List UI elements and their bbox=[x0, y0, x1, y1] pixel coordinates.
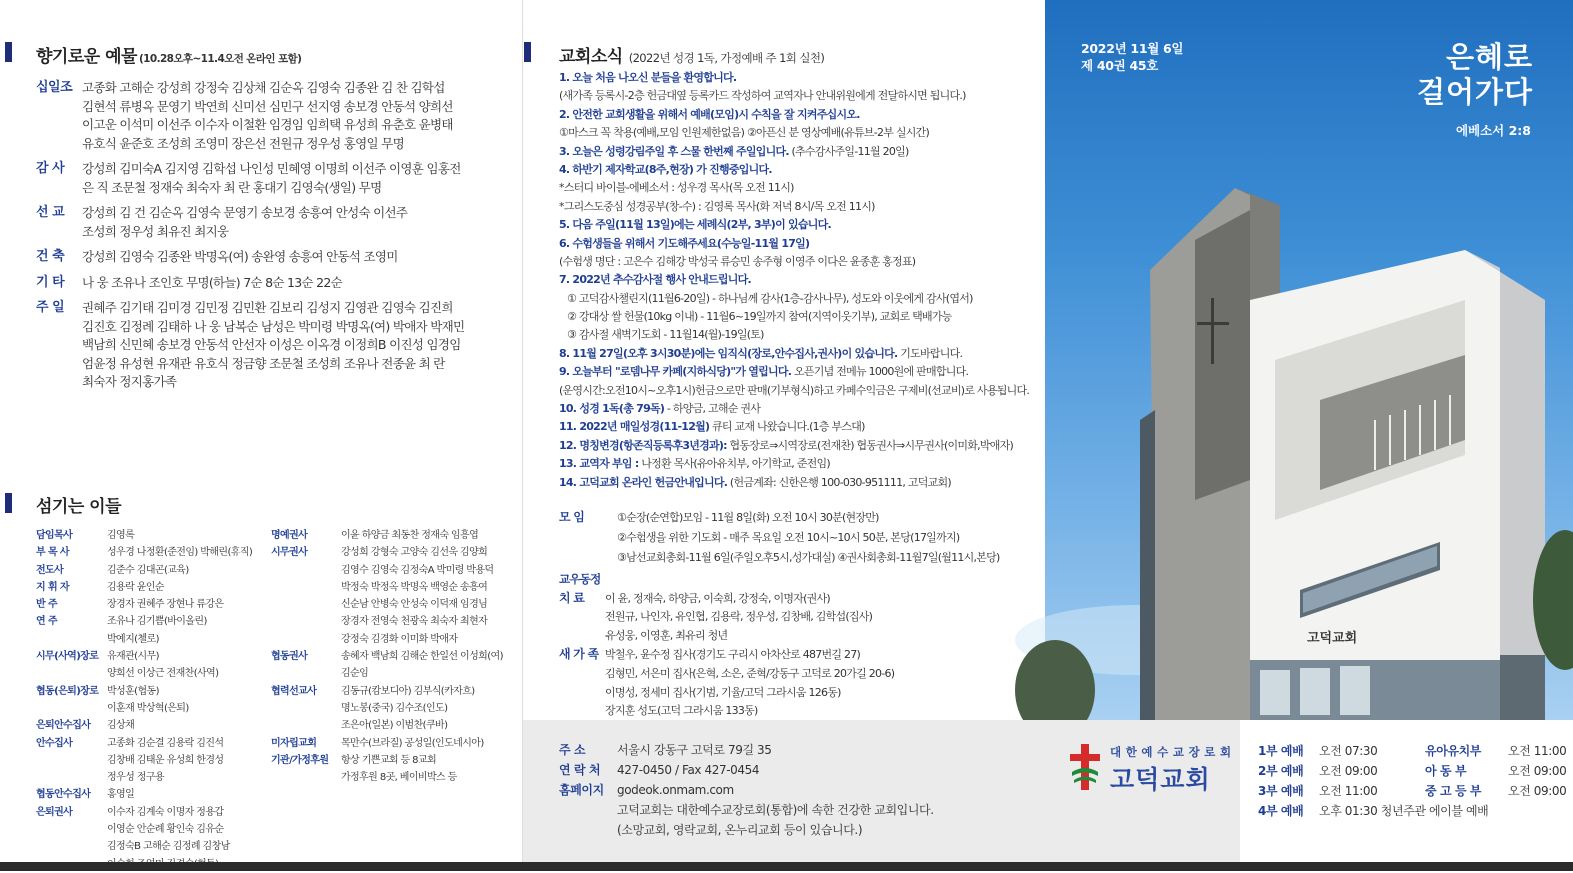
cover-panel bbox=[1045, 0, 1573, 720]
meeting-item: ③남선교회총회-11월 6일(주일오후5시,성가대실) ④권사회총회-11월7일(월11시,본당) bbox=[617, 551, 1000, 564]
worship-schedule bbox=[1258, 741, 1566, 821]
servant-names: 김정숙B 고해순 김정례 김창남 bbox=[107, 841, 230, 853]
newcomer-label: 새 가 족 bbox=[559, 647, 599, 662]
cover-date: 2022년 11월 6일 bbox=[1081, 41, 1184, 56]
news-item bbox=[559, 124, 1049, 142]
servant-names: 김용락 윤인순 bbox=[107, 581, 164, 593]
news-headline: 14. 고덕교회 온라인 헌금안내입니다. bbox=[559, 475, 728, 489]
news-item bbox=[559, 271, 1049, 289]
servant-role: 부 목 사 bbox=[36, 547, 69, 559]
news-item bbox=[559, 308, 1049, 326]
news-detail: ①마스크 꼭 착용(예배,모임 인원제한없음) ②아픈신 분 영상예배(유튜브-2부 실시간) bbox=[559, 126, 929, 140]
page-bottom-edge bbox=[0, 862, 1573, 871]
servant-role bbox=[36, 631, 107, 648]
news-detail: (추수감사주일-11월 20일) bbox=[788, 144, 909, 158]
servant-names: 김순임 bbox=[341, 668, 369, 680]
servant-role bbox=[36, 838, 107, 855]
worship-label: 4부 예배 bbox=[1258, 804, 1304, 818]
news-item bbox=[559, 235, 1049, 253]
servant-names: 신순남 안병숙 안성숙 이덕재 임경님 bbox=[341, 599, 488, 611]
meetings-label: 모 임 bbox=[559, 510, 585, 524]
news-detail: 나정환 목사(유아유치부, 아기학교, 준전임) bbox=[638, 457, 830, 471]
servant-role: 안수집사 bbox=[36, 737, 73, 749]
servant-row bbox=[271, 631, 519, 648]
offering-row bbox=[36, 248, 516, 267]
church-name-logo: 고덕교회 bbox=[1110, 765, 1211, 794]
servant-row bbox=[36, 631, 268, 648]
phone-row bbox=[559, 760, 934, 780]
section-marker bbox=[5, 493, 12, 513]
news-subtitle: (2022년 성경 1독, 가정예배 주 1회 실천) bbox=[628, 51, 825, 65]
servant-role bbox=[271, 613, 341, 630]
church-sign-text: 고덕교회 bbox=[1307, 631, 1358, 646]
servant-role: 협동안수집사 bbox=[36, 789, 91, 801]
worship-label: 아 동 부 bbox=[1425, 764, 1467, 778]
worship-time: 오전 09:00 bbox=[1508, 764, 1567, 778]
news-item bbox=[559, 455, 1049, 473]
servant-names: 고종화 김순결 김용락 김진석 bbox=[107, 737, 224, 749]
cover-date-block bbox=[1081, 40, 1183, 74]
news-headline: 12. 명칭변경(항존직등록후3년경과): bbox=[559, 438, 727, 452]
servant-row bbox=[36, 665, 268, 682]
offerings-heading bbox=[36, 42, 301, 67]
news-item bbox=[559, 69, 1049, 87]
servant-names: 김영수 김영숙 김정숙A 박미령 박용덕 bbox=[341, 564, 494, 576]
offering-names: 강성희 김미숙A 김지영 김학섭 나인성 민혜영 이명희 이선주 이영훈 임홍전 은 직 조문철 정재숙 최숙자 최 란 홍대기 김영숙(생일) 무명 bbox=[82, 161, 461, 195]
servant-names: 홍영일 bbox=[107, 789, 135, 801]
cover-volume: 제 40권 45호 bbox=[1081, 58, 1159, 73]
news-headline: 9. 오늘부터 "로뎀나무 카페(지하식당)"가 열립니다. bbox=[559, 365, 792, 379]
member-line bbox=[559, 684, 894, 703]
servant-row bbox=[36, 700, 268, 717]
phone-label: 연 락 처 bbox=[559, 763, 601, 777]
cover-title bbox=[1417, 40, 1533, 110]
offering-category: 주 일 bbox=[36, 300, 65, 315]
news-detail: (새가족 등록시-2층 헌금대옆 등록카드 작성하여 교역자나 안내위원에게 전달하시면 됩니다.) bbox=[559, 89, 966, 103]
servant-row bbox=[271, 769, 519, 786]
servant-row bbox=[271, 683, 519, 700]
news-item bbox=[559, 143, 1049, 161]
servant-role bbox=[36, 769, 107, 786]
contact-block bbox=[559, 740, 934, 840]
cover-title-line-1: 은혜로 bbox=[1445, 40, 1533, 74]
servant-names: 유재관(시무) bbox=[107, 651, 159, 663]
servant-names: 양희선 이상근 전재찬(사역) bbox=[107, 668, 219, 680]
servant-role: 은퇴권사 bbox=[36, 806, 73, 818]
servant-row bbox=[36, 804, 268, 821]
servant-row bbox=[36, 735, 268, 752]
servant-names: 정우성 정구용 bbox=[107, 772, 164, 784]
church-note: 고덕교회는 대한예수교장로회(통합)에 속한 건강한 교회입니다. bbox=[617, 803, 934, 817]
servant-role bbox=[271, 717, 341, 734]
member-line bbox=[559, 665, 894, 684]
servant-role bbox=[271, 596, 341, 613]
news-headline: 8. 11월 27일(오후 3시30분)에는 임직식(장로,안수집사,권사)이 있습니다. bbox=[559, 346, 898, 360]
news-item bbox=[559, 400, 1049, 418]
servant-role bbox=[271, 665, 341, 682]
cover-verse: 에베소서 2:8 bbox=[1455, 123, 1531, 138]
news-heading bbox=[559, 42, 824, 67]
servant-row bbox=[36, 821, 268, 838]
news-detail: (헌금계좌: 신한은행 100-030-951111, 고덕교회) bbox=[727, 475, 951, 489]
servant-row bbox=[36, 752, 268, 769]
worship-time: 오전 09:00 bbox=[1508, 784, 1567, 798]
offering-names: 강성희 김 건 김순옥 김영숙 문영기 송보경 송흥여 안성숙 이선주 조성희 정우성 최유진 최지웅 bbox=[82, 205, 408, 239]
news-title: 교회소식 bbox=[559, 47, 623, 67]
worship-label: 유아유치부 bbox=[1425, 744, 1481, 758]
servant-row bbox=[271, 596, 519, 613]
church-logo bbox=[1068, 742, 1232, 794]
servant-role: 반 주 bbox=[36, 599, 58, 611]
section-marker bbox=[5, 42, 12, 62]
news-detail: ① 고덕감사챌린지(11월6-20일) - 하나님께 감사(1층-감사나무), 성도와 이웃에게 감사(엽서) bbox=[567, 291, 973, 305]
member-line bbox=[559, 702, 894, 721]
servant-names: 조은아(일본) 이범찬(쿠바) bbox=[341, 720, 448, 732]
web-row bbox=[559, 780, 934, 800]
servants-heading bbox=[36, 492, 121, 517]
news-item bbox=[559, 437, 1049, 455]
news-headline: 10. 성경 1독(총 79독) bbox=[559, 402, 665, 416]
news-headline: 6. 수험생들을 위해서 기도해주세요(수능일-11월 17일) bbox=[559, 236, 810, 250]
news-detail: 큐티 교재 나왔습니다.(1층 부스대) bbox=[709, 420, 865, 434]
servants-title: 섬기는 이들 bbox=[36, 497, 122, 517]
news-item bbox=[559, 382, 1049, 400]
news-item bbox=[559, 290, 1049, 308]
servant-row bbox=[36, 717, 268, 734]
offering-names: 강성희 김영숙 김종완 박명옥(여) 송완영 송흥여 안동석 조영미 bbox=[82, 249, 398, 264]
news-list bbox=[559, 69, 1049, 492]
news-detail: - 하양금, 고해순 권사 bbox=[664, 402, 761, 416]
servant-row bbox=[271, 665, 519, 682]
servant-names: 강정숙 김경화 이미화 박애자 bbox=[341, 633, 458, 645]
servant-row bbox=[271, 613, 519, 630]
address-label: 주 소 bbox=[559, 743, 586, 757]
news-headline: 3. 오늘은 성령강림주일 후 스물 한번째 주일입니다. bbox=[559, 144, 789, 158]
servant-row bbox=[36, 648, 268, 665]
servant-row bbox=[36, 769, 268, 786]
middle-column bbox=[523, 0, 1045, 720]
news-detail: ③ 감사절 새벽기도회 - 11월14(월)-19일(토) bbox=[567, 328, 764, 342]
news-detail: 오픈기념 전메뉴 1000원에 판매합니다. bbox=[791, 365, 969, 379]
news-detail: 기도바랍니다. bbox=[897, 346, 963, 360]
news-item bbox=[559, 326, 1049, 344]
news-item bbox=[559, 87, 1049, 105]
servant-names: 목만수(브라질) 공성일(인도네시아) bbox=[341, 737, 484, 749]
servant-row bbox=[271, 700, 519, 717]
servant-names: 이윤 하양금 최동찬 정재숙 임흥엽 bbox=[341, 530, 479, 541]
phone-value: 427-0450 / Fax 427-0454 bbox=[617, 763, 760, 777]
servant-role bbox=[36, 665, 107, 682]
servant-names: 장경자 권혜주 장현나 류강은 bbox=[107, 599, 224, 611]
servant-names: 이영순 안순례 황인숙 김유순 bbox=[107, 824, 224, 836]
servant-names: 김상채 bbox=[107, 720, 135, 732]
worship-row bbox=[1258, 801, 1566, 821]
worship-time: 오후 01:30 청년주관 에이블 예배 bbox=[1319, 804, 1489, 818]
servant-names: 장경자 전영숙 천광옥 최숙자 최현자 bbox=[341, 616, 488, 628]
cover-title-line-2: 걸어가다 bbox=[1416, 75, 1533, 109]
offerings-list bbox=[36, 79, 516, 399]
denomination-text: 대 한 예 수 교 장 로 회 bbox=[1110, 745, 1232, 759]
web-label: 홈페이지 bbox=[559, 783, 604, 797]
meeting-line bbox=[559, 548, 1000, 568]
news-item bbox=[559, 161, 1049, 179]
servant-names: 박예지(첼로) bbox=[107, 633, 159, 645]
meeting-line bbox=[559, 528, 1000, 548]
servant-role bbox=[36, 700, 107, 717]
servant-row bbox=[36, 838, 268, 855]
news-headline: 2. 안전한 교회생활을 위해서 예배(모임)시 수칙을 잘 지켜주십시오. bbox=[559, 107, 860, 121]
news-item bbox=[559, 253, 1049, 271]
offering-names: 권혜주 김기태 김미경 김민정 김민환 김보리 김성지 김영관 김영숙 김진희 김진호 김정례 김태하 나 웅 남복순 남성은 박미령 박명옥(여) 박애자 박재민 백남희 신민혜 송보경 안동석 안선자 이성은 이옥경 이정희B 이진성 임경임 엄윤정 유성현 유재관 유호식 정금향 조문철 조성희 조유나 전종윤 최 란 최숙자 정지홍가족 bbox=[82, 300, 465, 389]
servant-names: 강성희 강형숙 고양숙 김선욱 김양희 bbox=[341, 547, 488, 559]
member-line bbox=[559, 589, 894, 609]
servant-role: 협동권사 bbox=[271, 651, 308, 663]
worship-time: 오전 11:00 bbox=[1319, 784, 1378, 798]
servant-names: 이훈재 박상혁(은퇴) bbox=[107, 702, 189, 714]
meeting-item: ②수험생을 위한 기도회 - 매주 목요일 오전 10시~10시 50분, 본당(17일까지) bbox=[617, 531, 960, 544]
news-detail: (운영시간:오전10시~오후1시)헌금으로만 판매(기부형식)하고 카페수익금은 구제비(선교비)로 사용됩니다. bbox=[559, 383, 1030, 397]
worship-time: 오전 09:00 bbox=[1319, 764, 1378, 778]
news-headline: 13. 교역자 부임 : bbox=[559, 457, 639, 471]
news-item bbox=[559, 474, 1049, 492]
servant-row bbox=[271, 562, 519, 579]
servant-names: 김영록 bbox=[107, 530, 135, 541]
meeting-line bbox=[559, 507, 1000, 528]
news-headline: 11. 2022년 매일성경(11-12월) bbox=[559, 420, 710, 434]
offering-row bbox=[36, 160, 516, 197]
note-row bbox=[559, 800, 934, 820]
servant-row bbox=[36, 544, 268, 561]
servant-row bbox=[36, 527, 268, 544]
news-detail: *스터디 바이블-에베소서 : 성우경 목사(목 오전 11시) bbox=[559, 181, 794, 195]
servant-row bbox=[36, 579, 268, 596]
servant-names: 김준수 김대곤(교육) bbox=[107, 564, 189, 576]
servant-role bbox=[271, 700, 341, 717]
servant-role bbox=[271, 631, 341, 648]
news-headline: 4. 하반기 제자학교(8주,현장) 가 진행중입니다. bbox=[559, 162, 772, 176]
servant-row bbox=[36, 786, 268, 803]
worship-row bbox=[1258, 741, 1566, 761]
cross-logo-icon bbox=[1068, 742, 1102, 792]
member-text: 이명성, 정세미 집사(기범, 기율/고덕 그라시움 126동) bbox=[605, 685, 841, 699]
member-text: 전원규, 나인자, 유인협, 김용락, 정우성, 김창배, 김학섭(집사) bbox=[605, 610, 873, 624]
servant-names: 박정숙 박정옥 박명옥 백영순 송흥여 bbox=[341, 581, 488, 593]
servant-role bbox=[271, 562, 341, 579]
web-link[interactable]: godeok.onmam.com bbox=[617, 783, 734, 797]
member-text: 박철우, 윤수정 집사(경기도 구리시 아차산로 487번길 27) bbox=[605, 648, 861, 662]
servant-row bbox=[36, 613, 268, 630]
offering-row bbox=[36, 79, 516, 153]
news-headline: 1. 오늘 처음 나오신 분들을 환영합니다. bbox=[559, 71, 737, 84]
section-marker bbox=[524, 42, 531, 62]
offering-names: 나 웅 조유나 조인호 무명(하늘) 7순 8순 13순 22순 bbox=[82, 274, 343, 290]
servant-names: 이수자 김계숙 이명자 정용갑 bbox=[107, 806, 224, 818]
offering-category: 감 사 bbox=[36, 161, 65, 176]
note-row bbox=[559, 820, 934, 840]
news-item bbox=[559, 363, 1049, 381]
servant-role: 협력선교사 bbox=[271, 685, 317, 697]
worship-row bbox=[1258, 781, 1566, 801]
address-row bbox=[559, 740, 934, 760]
meeting-item: ①순장(순연합)모임 - 11월 8일(화) 오전 10시 30분(현장만) bbox=[617, 511, 879, 524]
servant-row bbox=[36, 596, 268, 613]
servant-role: 미자립교회 bbox=[271, 737, 317, 749]
servant-names: 김동규(캄보디아) 김부식(카자흐) bbox=[341, 685, 475, 697]
servant-row bbox=[271, 648, 519, 665]
news-item bbox=[559, 198, 1049, 216]
member-line bbox=[559, 645, 894, 665]
news-item bbox=[559, 179, 1049, 197]
servant-names: 가정후원 8곳, 베이비박스 등 bbox=[341, 772, 457, 784]
servant-row bbox=[271, 735, 519, 752]
news-headline: 7. 2022년 추수감사절 행사 안내드립니다. bbox=[559, 273, 751, 287]
offering-category: 건 축 bbox=[36, 249, 65, 264]
servant-row bbox=[271, 579, 519, 596]
member-text: 유성웅, 이영훈, 최유리 청년 bbox=[605, 628, 728, 642]
servant-names: 성우경 나정환(준전임) 박해린(휴직) bbox=[107, 547, 253, 559]
member-text: 장지훈 성도(고덕 그라시움 133동) bbox=[605, 704, 758, 718]
servant-names: 박성훈(협동) bbox=[107, 685, 159, 697]
news-item bbox=[559, 418, 1049, 436]
servant-role: 기관/가정후원 bbox=[271, 754, 329, 766]
servant-names: 김창배 김태운 유성희 한경성 bbox=[107, 754, 224, 766]
offering-category: 기 타 bbox=[36, 274, 65, 290]
servant-role: 시무권사 bbox=[271, 547, 308, 559]
servant-role: 시무(사역)장로 bbox=[36, 651, 99, 663]
servant-role: 은퇴안수집사 bbox=[36, 720, 91, 732]
offering-row bbox=[36, 299, 516, 392]
offerings-title: 향기로운 예물 bbox=[36, 47, 137, 67]
servant-row bbox=[271, 527, 519, 544]
news-detail: 협동장로⇒시역장로(전재찬) 협동권사⇒시무권사(이미화,박애자) bbox=[726, 438, 1014, 452]
offering-row bbox=[36, 204, 516, 241]
worship-time: 오전 07:30 bbox=[1319, 744, 1378, 758]
member-text: 이 윤, 정재숙, 하양금, 이숙희, 강정숙, 이명자(권사) bbox=[605, 591, 830, 605]
servant-role: 전도사 bbox=[36, 564, 64, 576]
members-heading: 교우동정 bbox=[559, 572, 601, 586]
address-value: 서울시 강동구 고덕로 79길 35 bbox=[617, 743, 772, 757]
servant-row bbox=[271, 752, 519, 769]
news-item bbox=[559, 216, 1049, 234]
servant-role: 연 주 bbox=[36, 616, 58, 628]
offering-row bbox=[36, 274, 516, 293]
church-note-sub: (소망교회, 영락교회, 온누리교회 등이 있습니다.) bbox=[617, 823, 863, 837]
worship-label: 1부 예배 bbox=[1258, 744, 1304, 758]
member-text: 김형민, 서은미 집사(은혁, 소은, 준혁/강동구 고덕로 20가길 20-6) bbox=[605, 666, 895, 680]
servants-column-1 bbox=[36, 527, 268, 873]
offering-category: 십일조 bbox=[36, 80, 73, 95]
offering-category: 선 교 bbox=[36, 205, 65, 220]
servant-row bbox=[271, 717, 519, 734]
servant-role: 협동(은퇴)장로 bbox=[36, 685, 99, 697]
worship-time: 오전 11:00 bbox=[1508, 744, 1567, 758]
news-item bbox=[559, 106, 1049, 124]
servant-names: 명노봉(중국) 김수조(인도) bbox=[341, 702, 448, 714]
servant-names: 항상 기쁜교회 등 8교회 bbox=[341, 754, 437, 766]
servant-row bbox=[36, 683, 268, 700]
left-column bbox=[0, 0, 522, 862]
servant-role bbox=[36, 821, 107, 838]
worship-row bbox=[1258, 761, 1566, 781]
servant-role bbox=[271, 579, 341, 596]
servant-row bbox=[271, 544, 519, 561]
news-detail: *그리스도중심 성경공부(창-수) : 김영록 목사(화 저녁 8시/목 오전 11시) bbox=[559, 199, 875, 213]
healing-label: 치 료 bbox=[559, 590, 585, 605]
member-line bbox=[559, 627, 894, 646]
offering-names: 고종화 고해순 강성희 강정숙 김상채 김순옥 김영숙 김종완 김 찬 김학섭 김현석 류병옥 문영기 박연희 신미선 심민구 선지영 송보경 안동석 양희선 이고운 이석미 이선주 이수자 이철환 임경임 임희택 유성희 유춘호 윤병태 유호식 윤준호 조성희 조영미 장은선 전원규 정우성 홍영일 무명 bbox=[82, 80, 453, 151]
servant-role: 지 휘 자 bbox=[36, 581, 69, 593]
news-detail: (수험생 명단 : 고은수 김해강 박성국 류승민 송주형 이영주 이다은 윤종훈 홍정표) bbox=[559, 254, 916, 268]
servant-row bbox=[36, 562, 268, 579]
servant-role bbox=[271, 769, 341, 786]
servant-role: 명예권사 bbox=[271, 530, 308, 541]
servants-column-2 bbox=[271, 527, 519, 786]
servant-names: 조유나 김기쁨(바이올린) bbox=[107, 616, 207, 628]
news-item bbox=[559, 345, 1049, 363]
worship-label: 2부 예배 bbox=[1258, 764, 1304, 778]
servant-role bbox=[36, 752, 107, 769]
news-detail: ② 강대상 쌀 헌물(10kg 이내) - 11월6~19일까지 참여(지역이웃기부), 교회로 택배가능 bbox=[567, 310, 952, 324]
servant-names: 송혜자 백남희 김해순 한일선 이성희(여) bbox=[341, 651, 503, 663]
servant-role: 담임목사 bbox=[36, 530, 73, 541]
member-line bbox=[559, 608, 894, 627]
worship-label: 3부 예배 bbox=[1258, 784, 1304, 798]
news-headline: 5. 다음 주일(11월 13일)에는 세례식(2부, 3부)이 있습니다. bbox=[559, 218, 831, 232]
worship-label: 중 고 등 부 bbox=[1425, 784, 1482, 798]
offerings-subtitle: (10.28오후~11.4오전 온라인 포함) bbox=[138, 53, 302, 65]
meetings-block bbox=[559, 507, 1000, 568]
members-news-block bbox=[559, 570, 894, 721]
